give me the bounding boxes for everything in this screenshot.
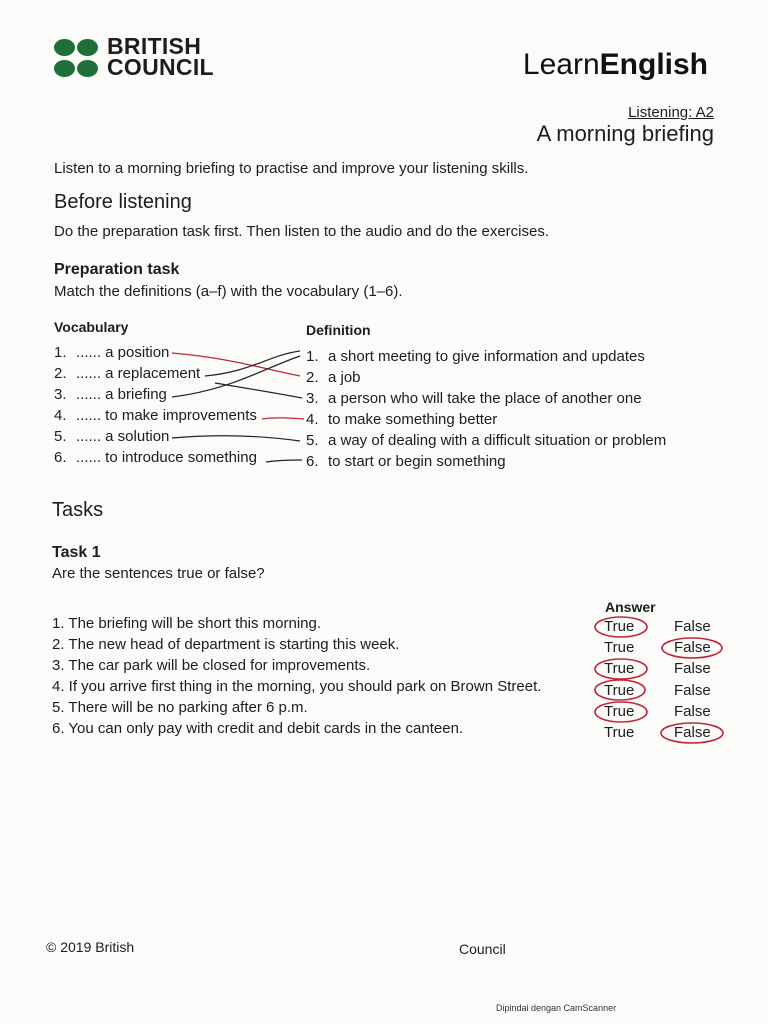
logo-line-2: COUNCIL bbox=[107, 54, 214, 80]
answer-circle-4 bbox=[595, 680, 645, 700]
true-option: True bbox=[604, 618, 635, 635]
false-option: False bbox=[674, 682, 711, 699]
vocab-item: 1. ...... a position bbox=[54, 344, 170, 361]
definition-item: 6. to start or begin something bbox=[306, 453, 506, 470]
preparation-instruction: Match the definitions (a–f) with the vocabulary (1–6). bbox=[54, 283, 403, 300]
sentence-item: 1. The briefing will be short this morning. bbox=[52, 615, 322, 632]
page-title: A morning briefing bbox=[536, 121, 714, 146]
before-listening-text: Do the preparation task first. Then listen to the audio and do the exercises. bbox=[54, 223, 550, 240]
level-label: Listening: A2 bbox=[628, 104, 714, 121]
scanner-watermark: Dipindai dengan CamScanner bbox=[496, 1003, 617, 1013]
vocabulary-heading: Vocabulary bbox=[54, 319, 129, 335]
definition-item: 5. a way of dealing with a difficult situation or problem bbox=[306, 432, 667, 449]
intro-text: Listen to a morning briefing to practise and improve your listening skills. bbox=[54, 160, 529, 177]
true-option: True bbox=[604, 703, 635, 720]
false-option: False bbox=[674, 639, 711, 656]
answer-circle-5 bbox=[595, 702, 647, 722]
tasks-heading: Tasks bbox=[52, 499, 104, 521]
answer-circle-1 bbox=[595, 617, 647, 637]
true-option: True bbox=[604, 660, 635, 677]
sentence-item: 5. There will be no parking after 6 p.m. bbox=[52, 699, 308, 716]
before-listening-heading: Before listening bbox=[54, 191, 192, 213]
task1-instruction: Are the sentences true or false? bbox=[52, 565, 265, 582]
sentence-item: 2. The new head of department is starting this week. bbox=[52, 636, 400, 653]
logo-line-1: BRITISH bbox=[107, 33, 202, 59]
true-option: True bbox=[604, 639, 635, 656]
false-option: False bbox=[674, 660, 711, 677]
vocab-item: 3. ...... a briefing bbox=[54, 386, 167, 403]
brand-learn: Learn bbox=[522, 48, 600, 81]
preparation-heading: Preparation task bbox=[54, 261, 180, 278]
answer-circle-2 bbox=[662, 638, 722, 658]
answer-circle-6 bbox=[661, 723, 723, 743]
sentence-item: 3. The car park will be closed for improvements. bbox=[52, 657, 371, 674]
sentence-item: 6. You can only pay with credit and debit cards in the canteen. bbox=[52, 720, 464, 737]
vocab-item: 5. ...... a solution bbox=[54, 428, 170, 445]
vocab-item: 6. ...... to introduce something bbox=[54, 449, 257, 466]
definition-item: 3. a person who will take the place of another one bbox=[306, 390, 642, 407]
footer-copyright: © 2019 British bbox=[46, 939, 135, 955]
footer-council: Council bbox=[459, 941, 506, 957]
true-option: True bbox=[604, 724, 635, 741]
vocab-item: 4. ...... to make improvements bbox=[54, 407, 257, 424]
definition-item: 2. a job bbox=[306, 369, 361, 386]
definition-item: 1. a short meeting to give information and updates bbox=[306, 348, 645, 365]
false-option: False bbox=[674, 703, 711, 720]
brand-english: English bbox=[599, 48, 708, 81]
answer-heading: Answer bbox=[605, 599, 656, 615]
false-option: False bbox=[674, 724, 711, 741]
true-option: True bbox=[604, 682, 635, 699]
definition-heading: Definition bbox=[306, 322, 371, 338]
false-option: False bbox=[674, 618, 711, 635]
vocab-item: 2. ...... a replacement bbox=[54, 365, 201, 382]
definition-item: 4. to make something better bbox=[306, 411, 498, 428]
answer-circle-3 bbox=[595, 659, 647, 679]
task1-heading: Task 1 bbox=[52, 544, 101, 561]
sentence-item: 4. If you arrive first thing in the morning, you should park on Brown Street. bbox=[52, 678, 542, 695]
